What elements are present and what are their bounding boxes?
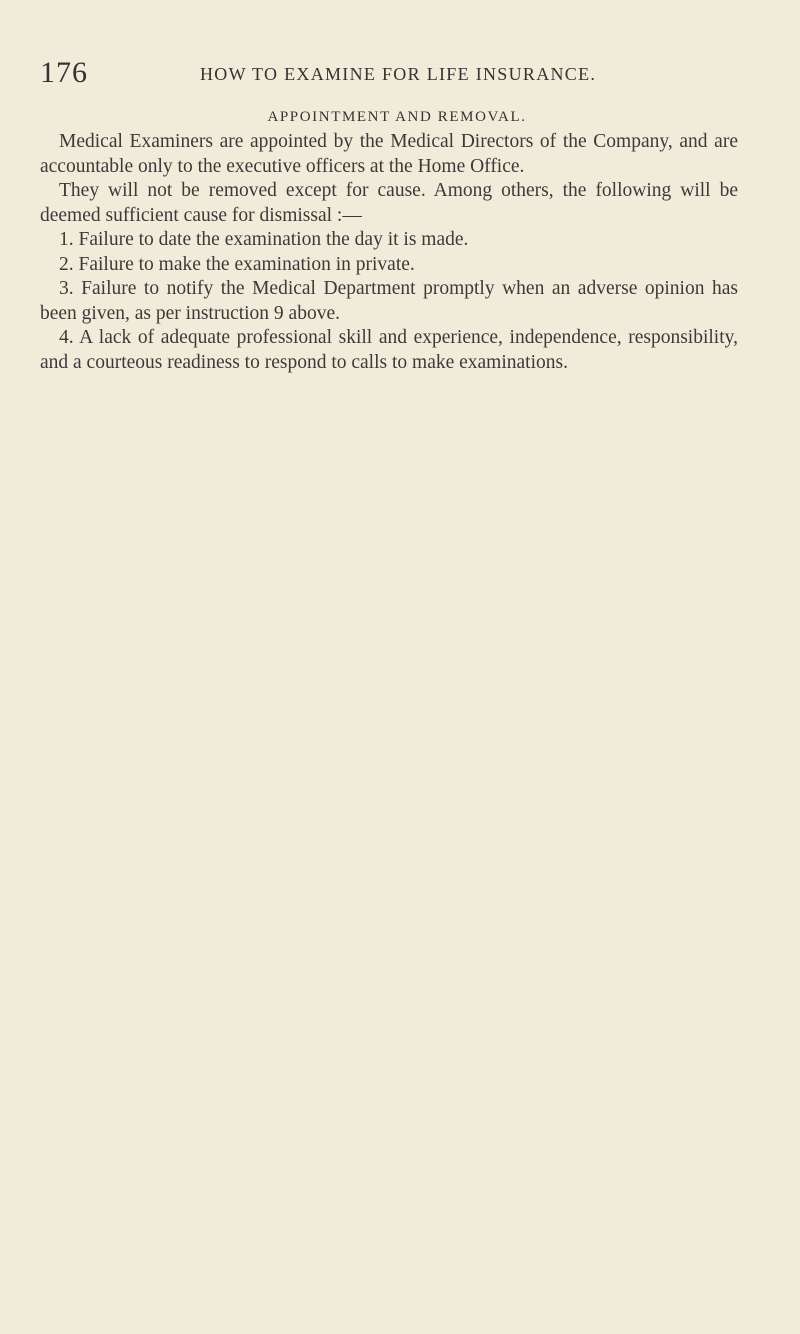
page-number: 176 xyxy=(40,56,88,89)
paragraph-appointment: Medical Examiners are appointed by the Medical Directors of the Company, and are accountable only to the executive officers at the Home Office. xyxy=(40,131,738,177)
list-item-cause-4: 4. A lack of adequate professional skill and experience, independence, responsibility, and a courteous readiness to respond to calls to make examinations. xyxy=(40,327,738,373)
paragraph-removal: They will not be removed except for cause. Among others, the following will be deemed sufficient cause for dismissal :— xyxy=(40,180,738,226)
list-item-cause-3: 3. Failure to notify the Medical Department promptly when an adverse opinion has been given, as per instruction 9 above. xyxy=(40,278,738,324)
section-heading: APPOINTMENT AND REMOVAL. xyxy=(267,109,527,125)
running-head: HOW TO EXAMINE FOR LIFE INSURANCE. xyxy=(200,64,597,84)
list-item-cause-1: 1. Failure to date the examination the day it is made. xyxy=(59,229,469,250)
section-body xyxy=(40,130,738,375)
page-header xyxy=(40,56,740,90)
list-item-cause-2: 2. Failure to make the examination in private. xyxy=(59,253,415,275)
